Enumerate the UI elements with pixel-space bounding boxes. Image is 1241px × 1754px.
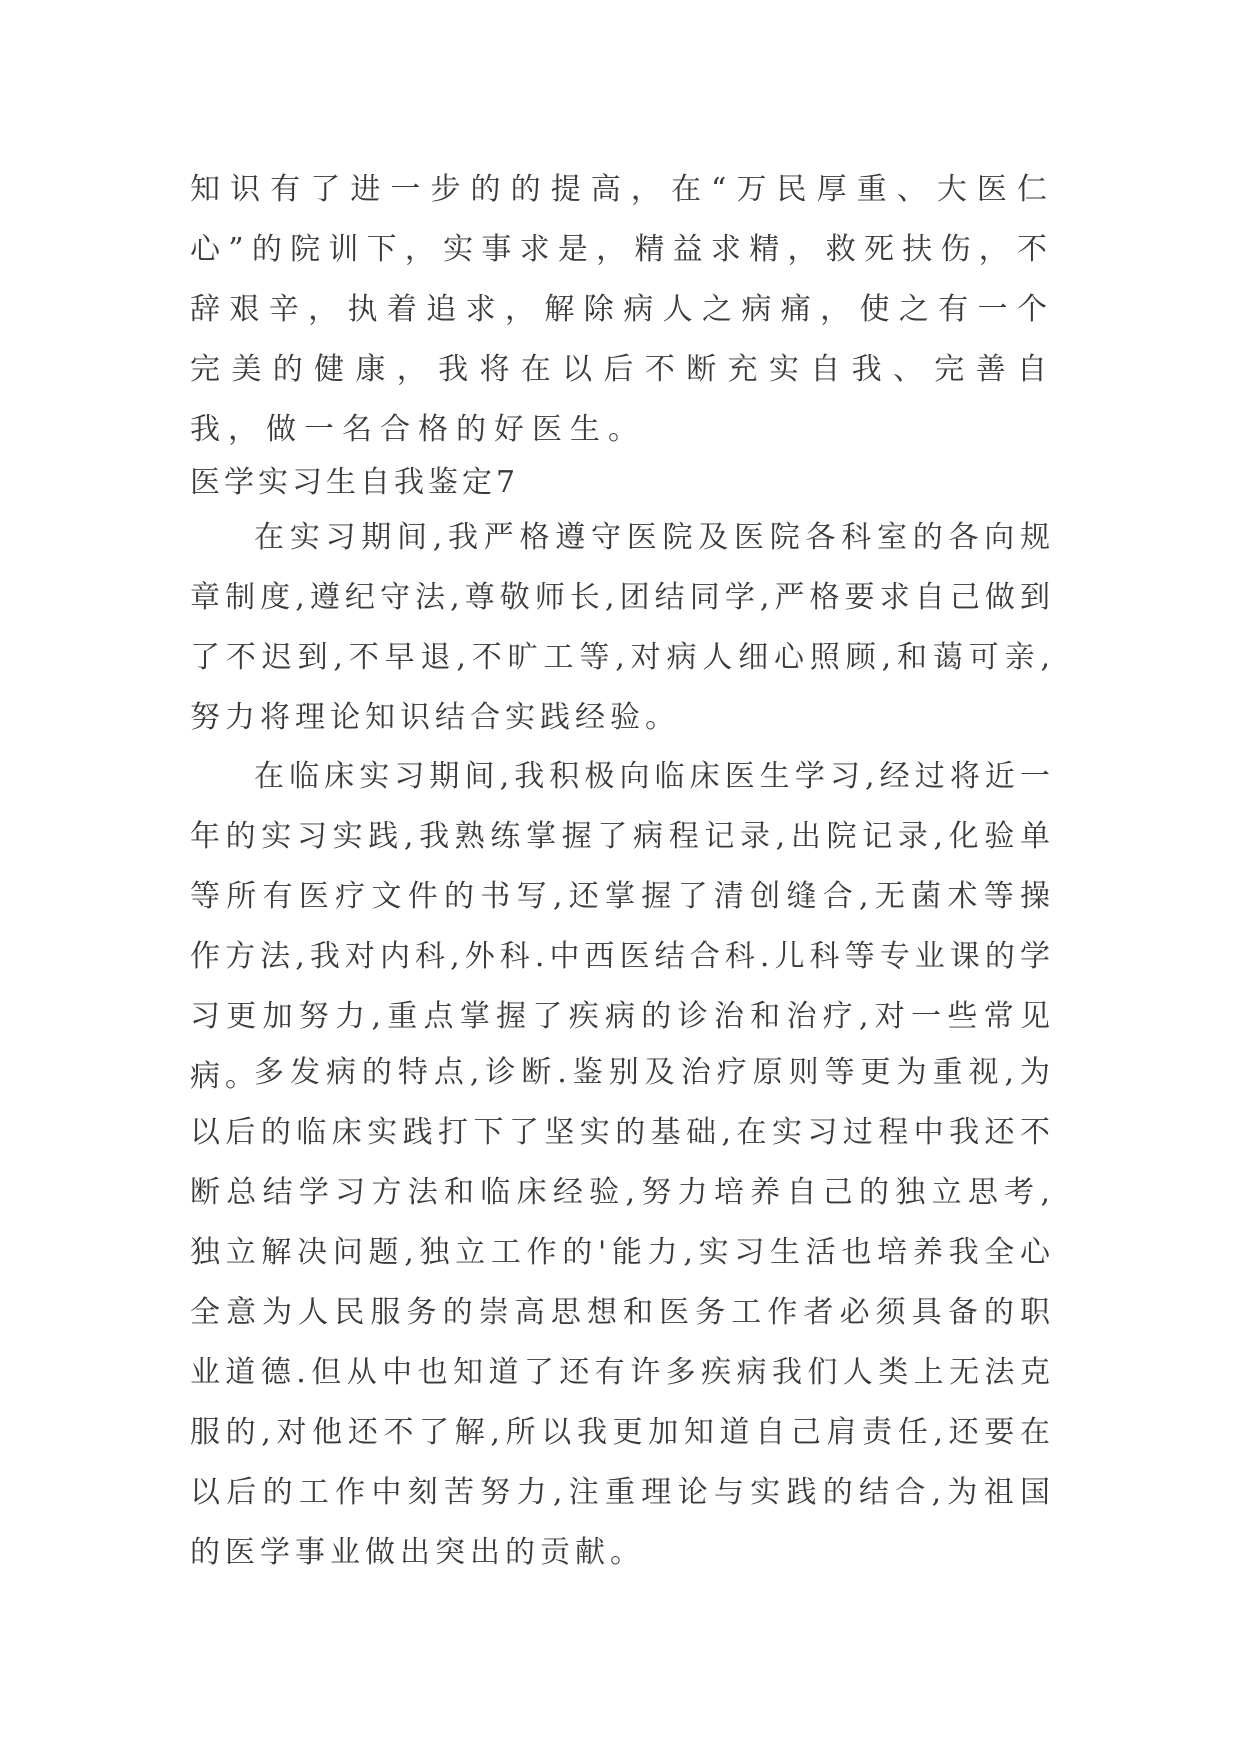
section-title: 医学实习生自我鉴定7 [190, 465, 520, 500]
body-paragraph: 在临床实习期间,我积极向临床医生学习,经过将近一年的实习实践,我熟练掌握了病程记录,出院记录,化验单等所有医疗文件的书写,还掌握了清创缝合,无菌术等操作方法,我对内科,外科.中西医结合科.儿科等专业课的学习更加努力,重点掌握了疾病的诊治和治疗,对一些常见病。 [190, 759, 1055, 1094]
intro-paragraph: 知识有了进一步的的提高，在“万民厚重、大医仁心”的院训下，实事求是，精益求精，救死扶伤，不辞艰辛，执着追求，解除病人之病痛，使之有一个完美的健康，我将在以后不断充实自我、完善自我，做一名合格的好医生。 [190, 172, 1055, 447]
body-paragraph: 多发病的特点,诊断.鉴别及治疗原则等更为重视,为以后的临床实践打下了坚实的基础,在实习过程中我还不断总结学习方法和临床经验,努力培养自己的独立思考,独立解决问题,独立工作的'能力,实习生活也培养我全心全意为人民服务的崇高思想和医务工作者必须具备的职业道德.但从中也知道了还有许多疾病我们人类上无法克服的,对他还不了解,所以我更加知道自己肩责任,还要在以后的工作中刻苦努力,注重理论与实践的结合,为祖国的医学事业做出突出的贡献。 [190, 1055, 1055, 1570]
body-paragraph: 在实习期间,我严格遵守医院及医院各科室的各向规章制度,遵纪守法,尊敬师长,团结同学,严格要求自己做到了不迟到,不早退,不旷工等,对病人细心照顾,和蔼可亲,努力将理论知识结合实践经验。 [190, 520, 1055, 735]
